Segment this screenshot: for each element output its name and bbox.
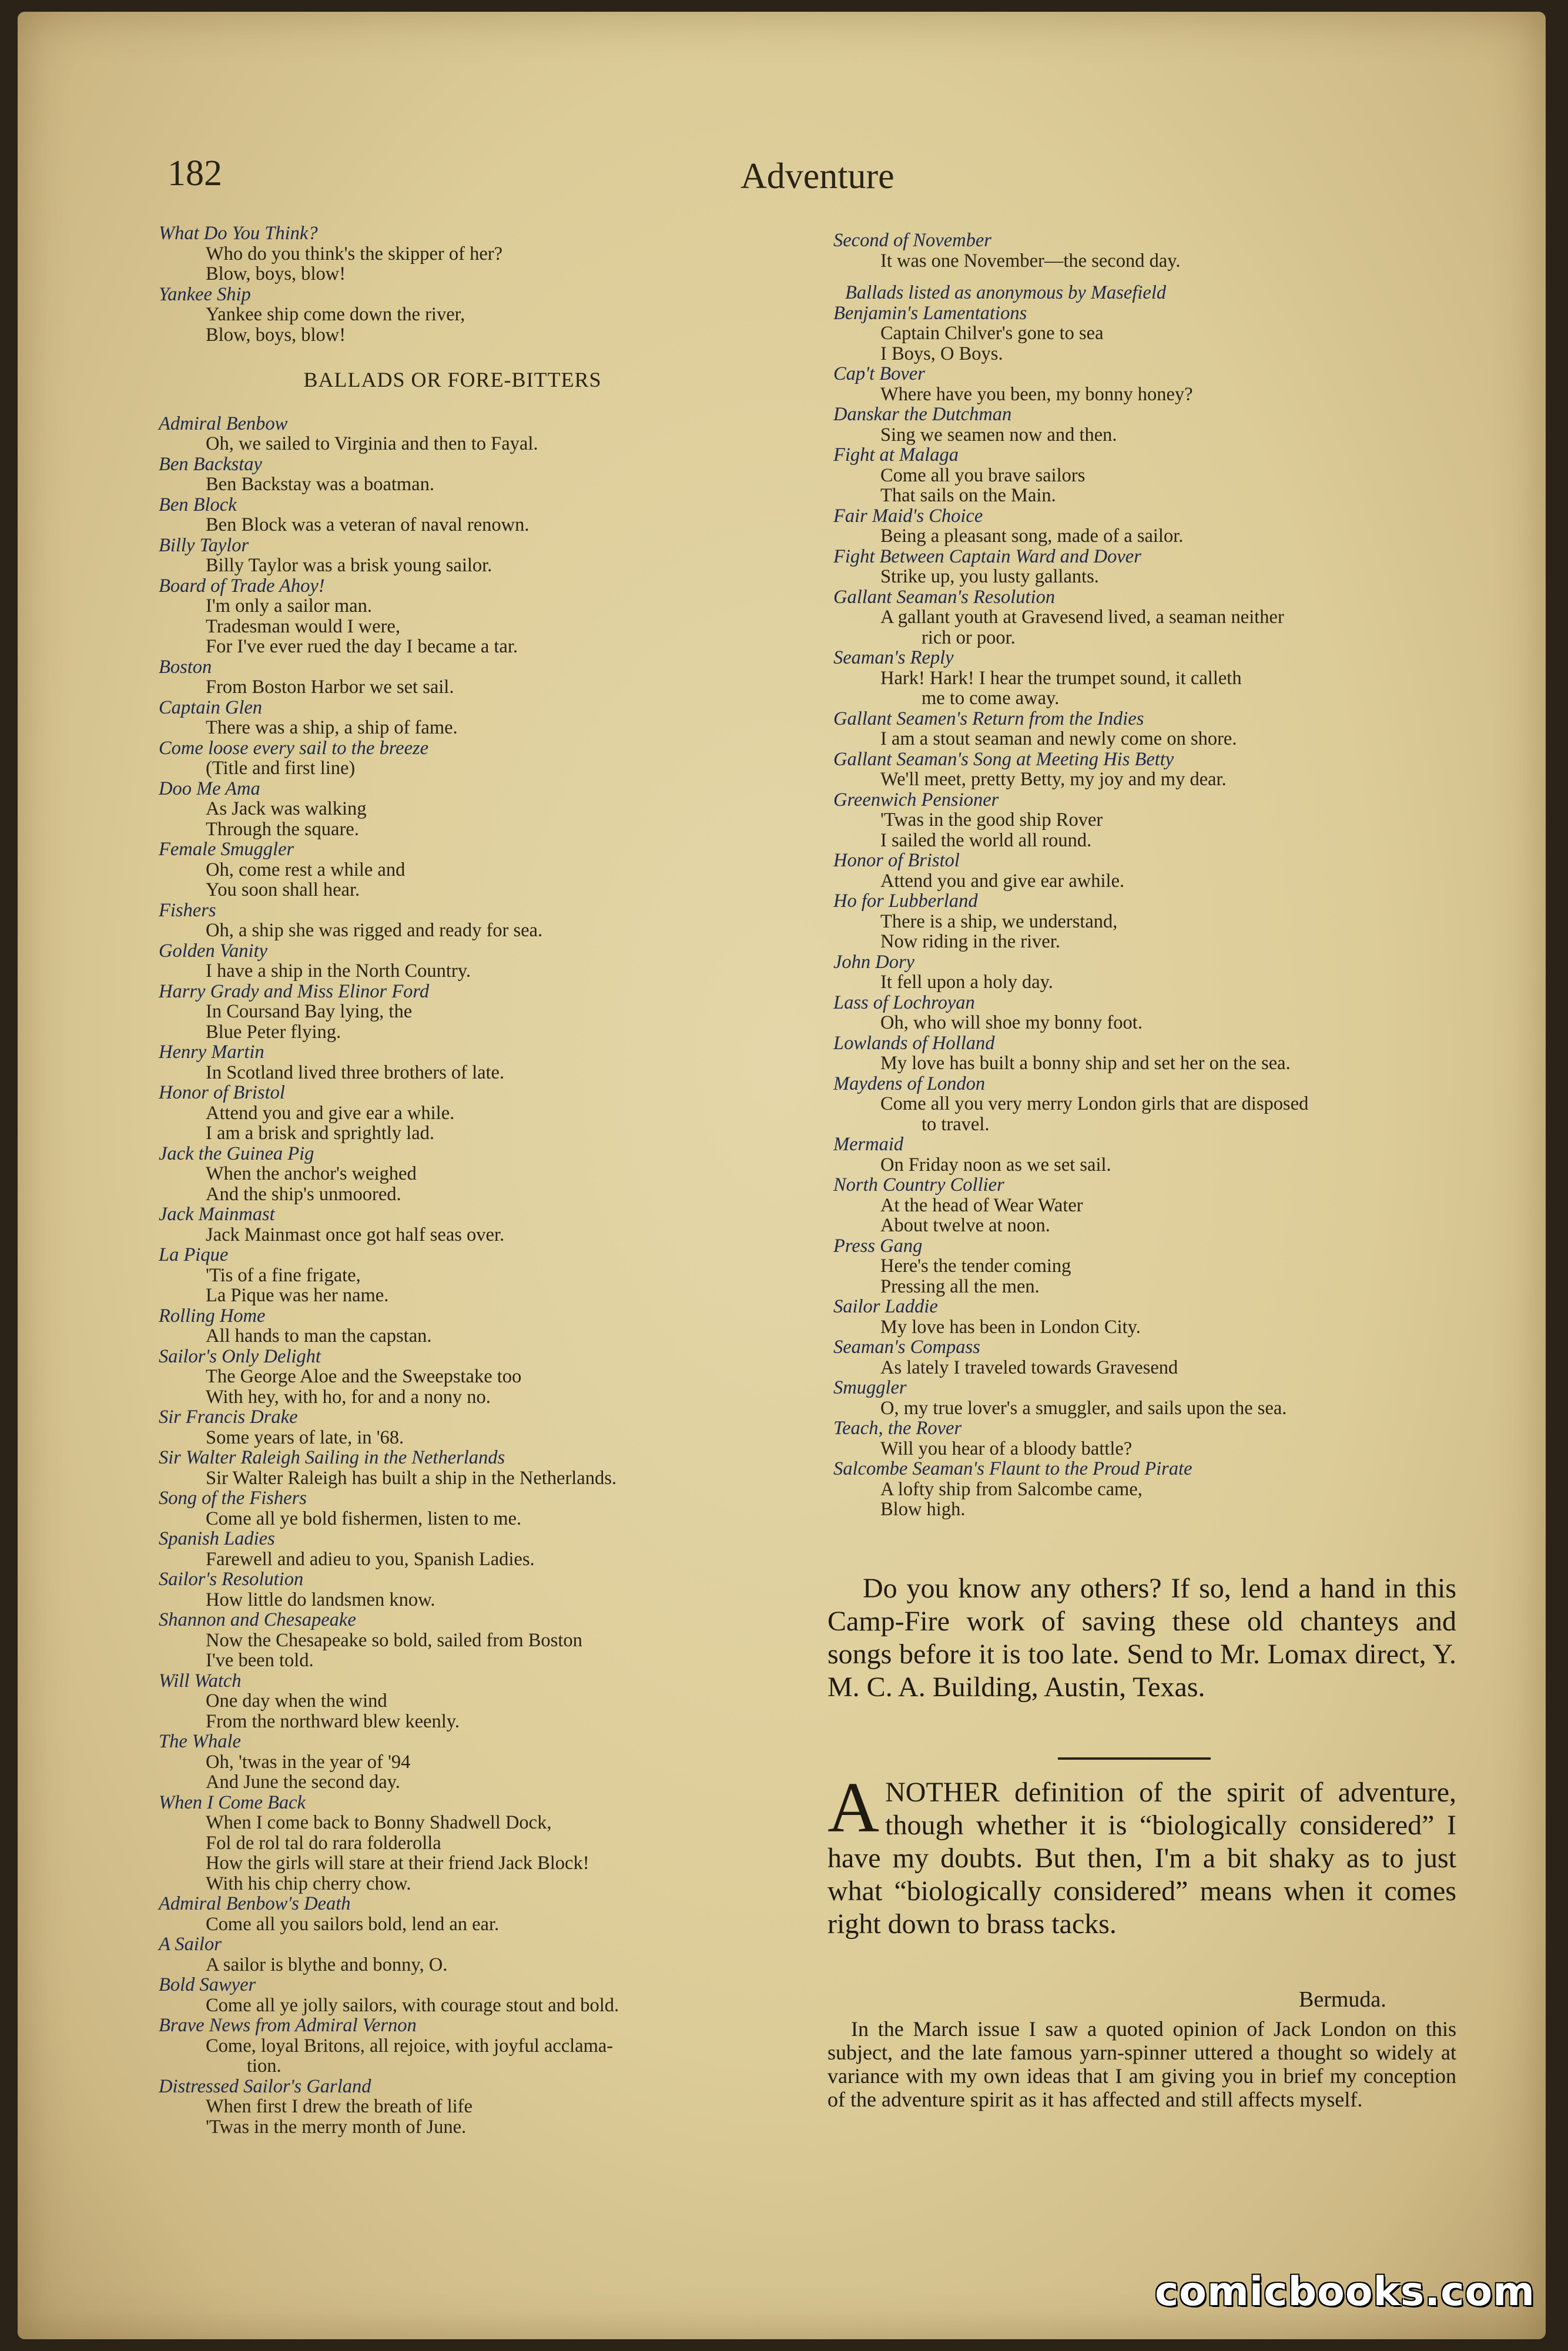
right-column xyxy=(833,230,1468,1520)
song-first-line: O, my true lover's a smuggler, and sails upon the sea. xyxy=(880,1397,1287,1419)
song-first-line: 'Twas in the merry month of June. xyxy=(206,2116,467,2138)
song-entry xyxy=(159,2077,782,2138)
song-entry xyxy=(159,738,782,779)
song-first-line: I am a brisk and sprightly lad. xyxy=(206,1123,435,1144)
song-first-line: When I come back to Bonny Shadwell Dock, xyxy=(206,1812,552,1833)
song-first-line: La Pique was her name. xyxy=(206,1285,389,1306)
song-entry xyxy=(833,952,1468,993)
song-title: Sir Walter Raleigh Sailing in the Netherlands xyxy=(159,1447,505,1468)
song-first-line: You soon shall hear. xyxy=(206,879,360,900)
song-first-line: rich or poor. xyxy=(922,627,1016,648)
song-title: Greenwich Pensioner xyxy=(833,789,999,811)
song-title: La Pique xyxy=(159,1244,229,1265)
song-title: Rolling Home xyxy=(159,1305,266,1327)
song-first-line: The George Aloe and the Sweepstake too xyxy=(206,1366,522,1387)
song-title: Golden Vanity xyxy=(159,940,268,962)
song-entry xyxy=(159,1732,782,1793)
song-first-line: Attend you and give ear a while. xyxy=(206,1102,455,1124)
song-first-line: At the head of Wear Water xyxy=(880,1194,1083,1216)
song-title: Ben Block xyxy=(159,494,237,515)
section-heading: BALLADS OR FORE-BITTERS xyxy=(303,368,602,391)
closing-paragraph: Do you know any others? If so, lend a hand in this Camp-Fire work of saving these old chanteys and songs before it is too late. Send to Mr. Lomax direct, Y. M. C. A. Building, Austin, Texas. xyxy=(827,1573,1456,1703)
song-entry xyxy=(833,1033,1468,1074)
song-entry xyxy=(159,900,782,941)
song-entry xyxy=(159,1529,782,1569)
masefield-note: Ballads listed as anonymous by Masefield xyxy=(845,282,1167,303)
song-first-line: Here's the tender coming xyxy=(880,1255,1071,1277)
song-title: Jack Mainmast xyxy=(159,1204,275,1225)
drop-cap: A xyxy=(827,1768,880,1847)
song-title: Gallant Seaman's Resolution xyxy=(833,586,1056,608)
song-first-line: My love has built a bonny ship and set her on the sea. xyxy=(880,1053,1291,1074)
song-entry xyxy=(833,1418,1468,1459)
letter-paragraph: In the March issue I saw a quoted opinion of Jack London on this subject, and the late famous yarn-spinner uttered a thought so widely at variance with my own ideas that I am giving you in brief my conception of the adventure spirit as it has affected and still affects myself. xyxy=(827,2017,1456,2111)
song-first-line: My love has been in London City. xyxy=(880,1316,1141,1338)
song-title: Doo Me Ama xyxy=(159,778,260,799)
song-first-line: Fol de rol tal do rara folderolla xyxy=(206,1832,441,1854)
song-title: Board of Trade Ahoy! xyxy=(159,575,325,597)
song-entry xyxy=(159,1083,782,1144)
song-first-line: Yankee ship come down the river, xyxy=(206,304,465,325)
song-first-line: It fell upon a holy day. xyxy=(880,972,1053,993)
song-entry xyxy=(833,1378,1468,1418)
ballad-list xyxy=(159,414,782,2138)
song-entry xyxy=(159,223,782,284)
song-first-line: Farewell and adieu to you, Spanish Ladies. xyxy=(206,1548,535,1570)
intro-song-list xyxy=(159,223,782,345)
song-title: Billy Taylor xyxy=(159,534,249,556)
song-title: Will Watch xyxy=(159,1670,242,1692)
page-number: 182 xyxy=(167,153,222,193)
song-entry xyxy=(159,2015,782,2077)
song-entry xyxy=(833,1175,1468,1236)
song-first-line: A lofty ship from Salcombe came, xyxy=(880,1478,1143,1500)
song-entry xyxy=(159,414,782,454)
song-first-line: Come all you brave sailors xyxy=(880,464,1085,486)
song-first-line: A sailor is blythe and bonny, O. xyxy=(206,1954,448,1975)
song-first-line: All hands to man the capstan. xyxy=(206,1325,432,1347)
song-first-line: Through the square. xyxy=(206,818,359,840)
song-entry xyxy=(159,1488,782,1529)
song-title: A Sailor xyxy=(159,1934,222,1955)
song-entry xyxy=(159,982,782,1043)
song-title: Shannon and Chesapeake xyxy=(159,1609,356,1630)
another-text: NOTHER definition of the spirit of adventure, though whether it is “biologically considered” I have my doubts. But then, I'm a bit shaky as to just what “biologically considered” means when it comes right down to brass tacks. xyxy=(827,1777,1456,1940)
song-entry xyxy=(159,284,782,346)
song-title: Song of the Fishers xyxy=(159,1488,307,1509)
song-entry xyxy=(833,648,1468,709)
right-top-list xyxy=(833,230,1468,271)
song-first-line: That sails on the Main. xyxy=(880,485,1056,506)
song-first-line: From the northward blew keenly. xyxy=(206,1710,460,1732)
song-title: Sailor Laddie xyxy=(833,1296,938,1317)
song-first-line: Strike up, you lusty gallants. xyxy=(880,566,1099,587)
song-first-line: As lately I traveled towards Gravesend xyxy=(880,1357,1178,1378)
song-title: Admiral Benbow xyxy=(159,413,288,434)
song-title: John Dory xyxy=(833,951,915,973)
song-first-line: Sing we seamen now and then. xyxy=(880,424,1117,446)
song-first-line: Now the Chesapeake so bold, sailed from Boston xyxy=(206,1629,582,1651)
song-first-line: Come all ye bold fishermen, listen to me. xyxy=(206,1508,522,1529)
song-first-line: Come all ye jolly sailors, with courage stout and bold. xyxy=(206,1994,619,2016)
section-divider xyxy=(1058,1757,1211,1760)
song-first-line: And the ship's unmoored. xyxy=(206,1183,401,1205)
song-first-line: Come all you very merry London girls that are disposed xyxy=(880,1093,1309,1114)
song-title: Female Smuggler xyxy=(159,839,294,860)
song-entry xyxy=(833,709,1468,749)
song-title: Jack the Guinea Pig xyxy=(159,1143,314,1164)
song-entry xyxy=(159,1894,782,1934)
another-paragraph xyxy=(827,1768,1456,1941)
song-entry xyxy=(159,1448,782,1488)
song-first-line: As Jack was walking xyxy=(206,798,367,819)
song-first-line: From Boston Harbor we set sail. xyxy=(206,677,454,698)
song-entry xyxy=(159,779,782,840)
song-entry xyxy=(833,364,1468,404)
letter-signature: Bermuda. xyxy=(1299,1987,1386,2012)
song-title: Salcombe Seaman's Flaunt to the Proud Pirate xyxy=(833,1458,1192,1479)
song-first-line: Come all you sailors bold, lend an ear. xyxy=(206,1913,500,1935)
song-entry xyxy=(159,1245,782,1306)
song-first-line: I Boys, O Boys. xyxy=(880,343,1003,364)
left-column xyxy=(159,223,782,2137)
song-first-line: 'Twas in the good ship Rover xyxy=(880,809,1103,830)
song-first-line: Oh, we sailed to Virginia and then to Fayal. xyxy=(206,433,538,454)
song-first-line: There is a ship, we understand, xyxy=(880,910,1118,932)
song-first-line: I've been told. xyxy=(206,1650,314,1671)
song-entry xyxy=(833,587,1468,648)
song-first-line: to travel. xyxy=(922,1113,990,1135)
song-title: Spanish Ladies xyxy=(159,1528,275,1549)
song-first-line: There was a ship, a ship of fame. xyxy=(206,717,458,738)
masefield-ballad-list xyxy=(833,303,1468,1520)
song-first-line: Blow, boys, blow! xyxy=(206,324,346,346)
song-title: Come loose every sail to the breeze xyxy=(159,737,429,759)
song-title: Fight at Malaga xyxy=(833,444,959,465)
song-first-line: With his chip cherry chow. xyxy=(206,1873,411,1894)
song-first-line: Blow high. xyxy=(880,1499,966,1520)
song-first-line: We'll meet, pretty Betty, my joy and my dear. xyxy=(880,769,1227,790)
song-entry xyxy=(833,303,1468,364)
song-entry xyxy=(159,1407,782,1448)
song-entry xyxy=(833,1074,1468,1135)
song-entry xyxy=(159,1934,782,1975)
song-first-line: Captain Chilver's gone to sea xyxy=(880,323,1104,344)
song-first-line: Will you hear of a bloody battle? xyxy=(880,1438,1133,1459)
song-first-line: In Coursand Bay lying, the xyxy=(206,1001,413,1022)
song-entry xyxy=(833,850,1468,891)
song-title: The Whale xyxy=(159,1731,241,1752)
song-first-line: Oh, a ship she was rigged and ready for sea. xyxy=(206,920,543,941)
song-first-line: About twelve at noon. xyxy=(880,1215,1050,1236)
song-title: Honor of Bristol xyxy=(833,850,960,871)
song-first-line: 'Tis of a fine frigate, xyxy=(206,1264,361,1286)
song-title: What Do You Think? xyxy=(159,223,318,244)
song-first-line: It was one November—the second day. xyxy=(880,250,1181,272)
song-first-line: Some years of late, in '68. xyxy=(206,1426,404,1448)
song-title: Ho for Lubberland xyxy=(833,890,978,912)
song-first-line: (Title and first line) xyxy=(206,758,356,779)
song-title: Sir Francis Drake xyxy=(159,1406,298,1428)
song-entry xyxy=(159,1204,782,1245)
song-title: Distressed Sailor's Garland xyxy=(159,2075,371,2097)
running-head: Adventure xyxy=(741,156,894,196)
song-title: Captain Glen xyxy=(159,696,263,718)
song-first-line: I sailed the world all round. xyxy=(880,829,1092,851)
song-title: Gallant Seaman's Song at Meeting His Betty xyxy=(833,748,1174,770)
watermark-logo: comicbooks.com xyxy=(1155,2269,1536,2315)
song-first-line: Sir Walter Raleigh has built a ship in the Netherlands. xyxy=(206,1467,617,1489)
song-first-line: Now riding in the river. xyxy=(880,931,1060,952)
song-entry xyxy=(833,1459,1468,1520)
song-first-line: Come, loyal Britons, all rejoice, with joyful acclama- xyxy=(206,2035,614,2057)
song-entry xyxy=(159,1042,782,1083)
song-first-line: Ben Backstay was a boatman. xyxy=(206,474,434,495)
song-title: Second of November xyxy=(833,230,991,251)
song-entry xyxy=(833,891,1468,952)
song-title: Brave News from Admiral Vernon xyxy=(159,2015,417,2036)
song-entry xyxy=(159,535,782,576)
song-entry xyxy=(833,547,1468,587)
song-first-line: I am a stout seaman and newly come on shore. xyxy=(880,728,1237,749)
song-entry xyxy=(159,1569,782,1610)
song-first-line: When first I drew the breath of life xyxy=(206,2096,473,2117)
song-first-line: Oh, come rest a while and xyxy=(206,859,406,880)
song-first-line: For I've ever rued the day I became a tar. xyxy=(206,636,518,657)
song-first-line: I have a ship in the North Country. xyxy=(206,960,471,982)
song-title: Yankee Ship xyxy=(159,283,251,305)
song-title: Lass of Lochroyan xyxy=(833,992,975,1013)
song-first-line: Billy Taylor was a brisk young sailor. xyxy=(206,555,492,576)
song-title: Fishers xyxy=(159,899,216,921)
song-first-line: I'm only a sailor man. xyxy=(206,595,372,617)
song-title: Bold Sawyer xyxy=(159,1974,256,1995)
song-entry xyxy=(833,506,1468,547)
song-entry xyxy=(833,1236,1468,1297)
song-first-line: Hark! Hark! I hear the trumpet sound, it calleth xyxy=(880,667,1242,689)
song-first-line: In Scotland lived three brothers of late. xyxy=(206,1061,505,1083)
song-first-line: Being a pleasant song, made of a sailor. xyxy=(880,525,1184,547)
song-title: Henry Martin xyxy=(159,1041,264,1063)
song-first-line: Oh, 'twas in the year of '94 xyxy=(206,1751,411,1773)
song-title: Honor of Bristol xyxy=(159,1082,285,1103)
song-title: Gallant Seamen's Return from the Indies xyxy=(833,708,1144,729)
song-title: Harry Grady and Miss Elinor Ford xyxy=(159,980,430,1002)
song-entry xyxy=(159,1975,782,2015)
song-entry xyxy=(833,1297,1468,1337)
song-title: Teach, the Rover xyxy=(833,1418,962,1439)
song-first-line: One day when the wind xyxy=(206,1690,387,1712)
song-entry xyxy=(159,698,782,738)
song-title: Lowlands of Holland xyxy=(833,1032,995,1054)
song-title: When I Come Back xyxy=(159,1791,306,1813)
song-entry xyxy=(159,576,782,657)
song-entry xyxy=(159,1347,782,1408)
song-entry xyxy=(159,454,782,495)
song-first-line: And June the second day. xyxy=(206,1771,400,1793)
song-entry xyxy=(159,1144,782,1205)
song-first-line: Blue Peter flying. xyxy=(206,1021,341,1043)
song-title: Cap't Bover xyxy=(833,363,925,384)
song-entry xyxy=(833,749,1468,790)
song-entry xyxy=(159,1610,782,1671)
song-entry xyxy=(159,495,782,535)
song-entry xyxy=(159,657,782,698)
song-title: Mermaid xyxy=(833,1134,904,1155)
song-first-line: Blow, boys, blow! xyxy=(206,263,346,284)
song-entry xyxy=(159,1306,782,1347)
song-first-line: Tradesman would I were, xyxy=(206,615,400,637)
song-title: Fair Maid's Choice xyxy=(833,505,983,527)
song-first-line: Who do you think's the skipper of her? xyxy=(206,243,502,264)
song-title: Admiral Benbow's Death xyxy=(159,1893,351,1914)
song-title: Danskar the Dutchman xyxy=(833,404,1012,425)
song-first-line: me to come away. xyxy=(922,688,1060,709)
song-title: Sailor's Only Delight xyxy=(159,1345,321,1367)
song-entry xyxy=(833,445,1468,506)
song-first-line: Attend you and give ear awhile. xyxy=(880,870,1125,892)
song-first-line: How the girls will stare at their friend Jack Block! xyxy=(206,1853,589,1874)
song-entry xyxy=(159,1793,782,1894)
song-title: Maydens of London xyxy=(833,1073,986,1094)
song-title: Benjamin's Lamentations xyxy=(833,302,1027,324)
song-first-line: Where have you been, my bonny honey? xyxy=(880,383,1193,405)
song-title: Seaman's Compass xyxy=(833,1337,980,1358)
song-entry xyxy=(833,1134,1468,1175)
song-title: Press Gang xyxy=(833,1235,923,1257)
song-first-line: Ben Block was a veteran of naval renown. xyxy=(206,514,530,535)
song-first-line: Pressing all the men. xyxy=(880,1275,1040,1297)
song-title: North Country Collier xyxy=(833,1174,1004,1195)
song-title: Smuggler xyxy=(833,1377,907,1398)
song-entry xyxy=(833,790,1468,851)
song-first-line: A gallant youth at Gravesend lived, a seaman neither xyxy=(880,607,1284,628)
song-title: Boston xyxy=(159,656,212,678)
song-first-line: Jack Mainmast once got half seas over. xyxy=(206,1224,505,1245)
song-entry xyxy=(833,993,1468,1033)
song-entry xyxy=(833,230,1468,271)
song-title: Seaman's Reply xyxy=(833,647,954,668)
song-entry xyxy=(159,1671,782,1732)
song-first-line: Oh, who will shoe my bonny foot. xyxy=(880,1012,1143,1033)
song-first-line: On Friday noon as we set sail. xyxy=(880,1154,1111,1176)
song-first-line: With hey, with ho, for and a nony no. xyxy=(206,1386,491,1408)
song-entry xyxy=(833,1337,1468,1378)
song-first-line: When the anchor's weighed xyxy=(206,1163,417,1184)
song-first-line: tion. xyxy=(247,2055,282,2077)
song-entry xyxy=(159,941,782,982)
song-first-line: How little do landsmen know. xyxy=(206,1589,435,1610)
song-title: Fight Between Captain Ward and Dover xyxy=(833,545,1141,567)
song-title: Sailor's Resolution xyxy=(159,1569,304,1590)
song-entry xyxy=(833,404,1468,445)
song-entry xyxy=(159,839,782,900)
song-title: Ben Backstay xyxy=(159,453,262,475)
